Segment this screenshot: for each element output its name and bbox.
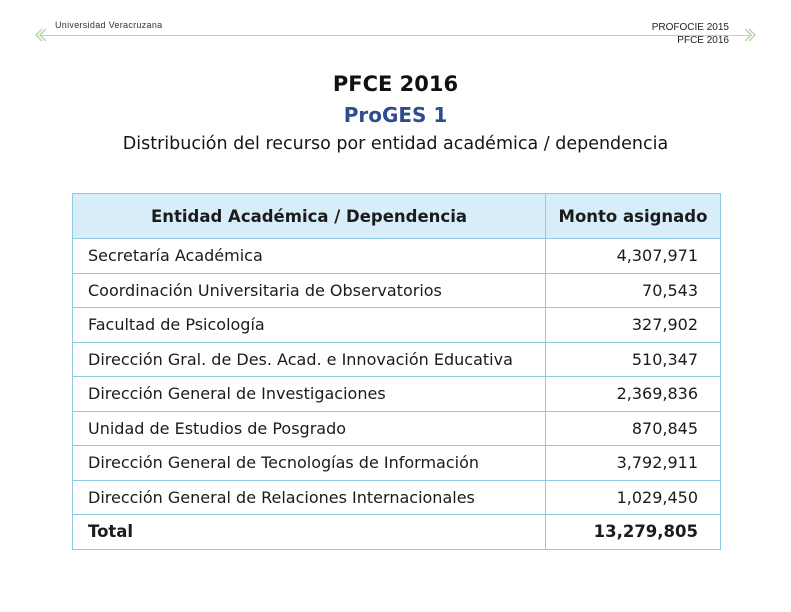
entity-cell: Dirección General de Investigaciones (73, 377, 546, 412)
table-row (73, 377, 721, 412)
amount-cell: 510,347 (546, 342, 721, 377)
allocation-table (72, 193, 721, 550)
total-amount: 13,279,805 (546, 515, 721, 550)
code-profocie: PROFOCIE 2015 (651, 22, 729, 33)
slide-subtitle: ProGES 1 (343, 103, 448, 127)
amount-cell: 1,029,450 (546, 480, 721, 515)
amount-cell: 4,307,971 (546, 239, 721, 274)
chevron-right-icon (745, 28, 757, 42)
entity-cell: Coordinación Universitaria de Observatorios (73, 273, 546, 308)
chevron-left-icon (34, 28, 46, 42)
entity-cell: Facultad de Psicología (73, 308, 546, 343)
total-row (73, 515, 721, 550)
entity-cell: Dirección General de Tecnologías de Información (73, 446, 546, 481)
document-codes (652, 21, 729, 47)
table-row (73, 342, 721, 377)
table-row (73, 480, 721, 515)
table-row (73, 446, 721, 481)
table-header-row (73, 194, 721, 239)
amount-cell: 2,369,836 (546, 377, 721, 412)
entity-cell: Dirección General de Relaciones Internacionales (73, 480, 546, 515)
amount-cell: 70,543 (546, 273, 721, 308)
amount-cell: 327,902 (546, 308, 721, 343)
table-row (73, 411, 721, 446)
header-entity: Entidad Académica / Dependencia (73, 194, 546, 239)
entity-cell: Dirección Gral. de Des. Acad. e Innovación Educativa (73, 342, 546, 377)
slide-title: PFCE 2016 (332, 72, 459, 96)
header-amount: Monto asignado (546, 194, 721, 239)
code-pfce: PFCE 2016 (677, 35, 729, 46)
total-label: Total (73, 515, 546, 550)
entity-cell: Secretaría Académica (73, 239, 546, 274)
amount-cell: 3,792,911 (546, 446, 721, 481)
slide-caption: Distribución del recurso por entidad académica / dependencia (122, 134, 669, 154)
entity-cell: Unidad de Estudios de Posgrado (73, 411, 546, 446)
institution-logo-text: Universidad Veracruzana (55, 20, 163, 30)
amount-cell: 870,845 (546, 411, 721, 446)
table-row (73, 239, 721, 274)
table-row (73, 273, 721, 308)
header-rule (40, 35, 750, 36)
table-row (73, 308, 721, 343)
